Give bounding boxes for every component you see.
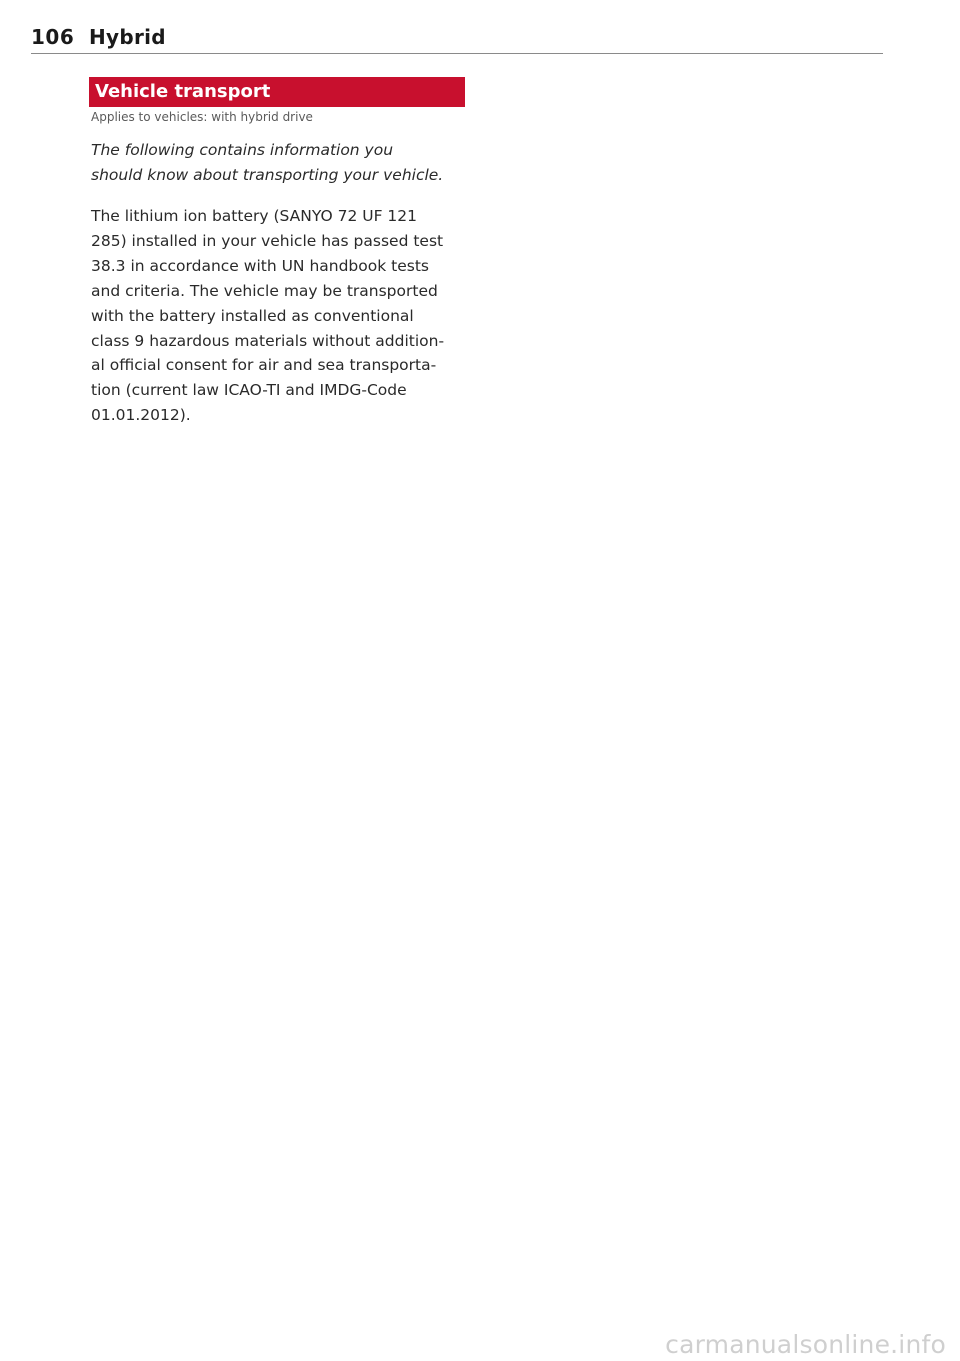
page-header <box>31 23 883 54</box>
site-watermark: carmanualsonline.info <box>665 1330 946 1359</box>
page-number: 106 <box>31 25 75 49</box>
chapter-title: Hybrid <box>89 25 166 49</box>
body-line: with the battery installed as conventional <box>91 306 414 325</box>
body-paragraph <box>91 204 471 428</box>
section-title-banner: Vehicle transport <box>89 77 465 107</box>
body-line: and criteria. The vehicle may be transported <box>91 281 438 300</box>
body-line: class 9 hazardous materials without addition- <box>91 331 445 350</box>
body-line: 38.3 in accordance with UN handbook tests <box>91 256 429 275</box>
body-line: The lithium ion battery (SANYO 72 UF 121 <box>91 207 418 225</box>
body-line: 285) installed in your vehicle has passed test <box>91 231 444 250</box>
body-line: tion (current law ICAO-TI and IMDG-Code <box>91 381 407 400</box>
body-line: 01.01.2012). <box>91 406 191 425</box>
applies-to-note: Applies to vehicles: with hybrid drive <box>91 110 313 124</box>
intro-line: should know about transporting your vehicle. <box>91 166 444 184</box>
intro-line: The following contains information you <box>91 141 394 159</box>
body-line: al official consent for air and sea transporta- <box>91 356 437 375</box>
intro-paragraph <box>91 138 471 188</box>
